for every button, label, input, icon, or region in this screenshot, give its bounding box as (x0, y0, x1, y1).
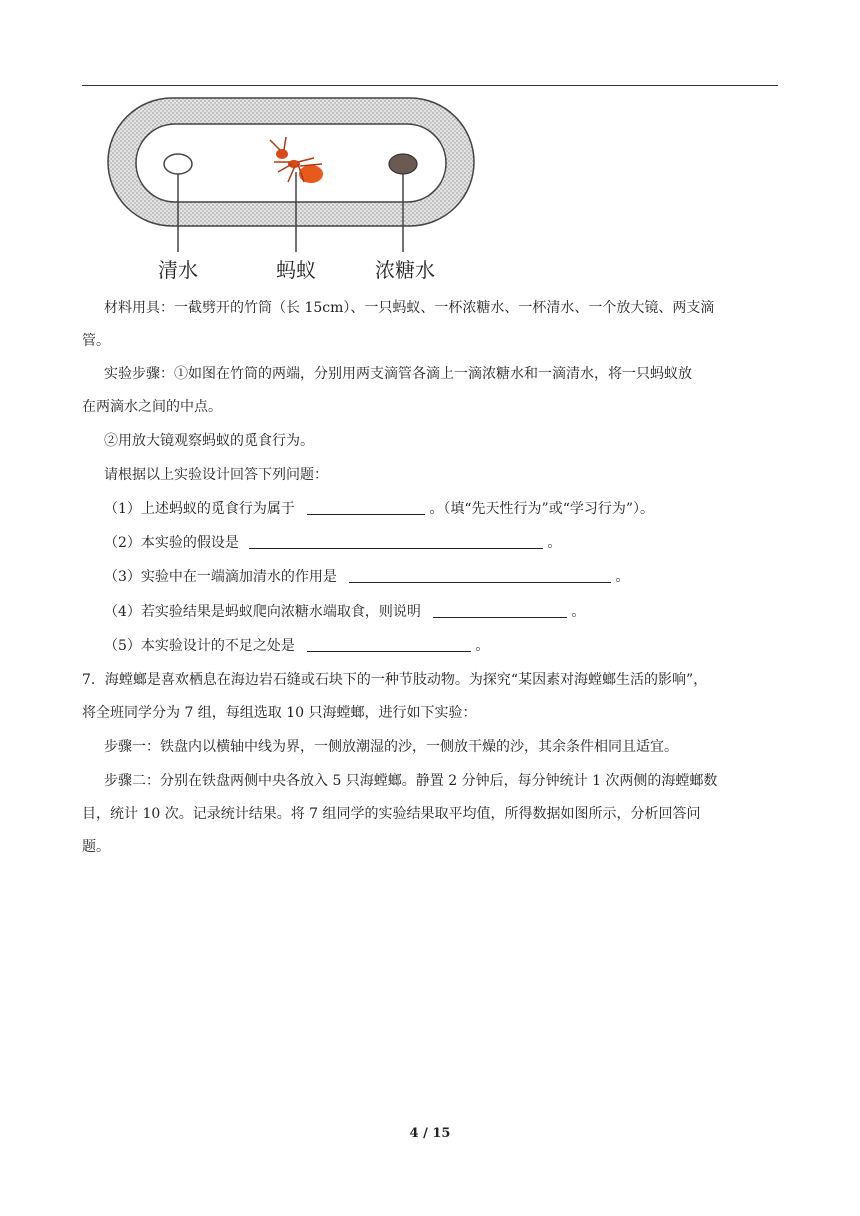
question-7-step-1: 步骤一：铁盘内以横轴中线为界，一侧放潮湿的沙，一侧放干燥的沙，其余条件相同且适宜。 (104, 739, 678, 755)
sub-question-3-text: （3）实验中在一端滴加清水的作用是 (104, 569, 337, 585)
page-number: 4 / 15 (409, 1126, 451, 1141)
sub-question-2 (104, 527, 561, 560)
materials-line-1: 材料用具：一截劈开的竹筒（长 15cm）、一只蚂蚁、一杯浓糖水、一杯清水、一个放大镜、两支滴 (104, 300, 715, 316)
question-7-step-2-line-1: 步骤二：分别在铁盘两侧中央各放入 5 只海螳螂。静置 2 分钟后，每分钟统计 1 次两侧的海螳螂数 (104, 773, 718, 789)
sub-question-1-text: （1）上述蚂蚁的觅食行为属于 (104, 501, 295, 517)
sub-question-5 (104, 630, 489, 663)
sugar-water-drop (389, 154, 417, 174)
answer-blank-5[interactable] (307, 635, 471, 652)
answer-blank-4[interactable] (433, 601, 567, 618)
sub-question-4-tail: 。 (571, 604, 586, 620)
sub-question-5-tail: 。 (475, 638, 490, 654)
steps-line-3: ②用放大镜观察蚂蚁的觅食行为。 (104, 433, 314, 449)
steps-line-2: 在两滴水之间的中点。 (82, 399, 222, 415)
header-rule (82, 85, 778, 86)
label-sugar-water: 浓糖水 (375, 258, 435, 282)
label-ant: 蚂蚁 (276, 258, 316, 282)
clear-water-drop (164, 154, 192, 174)
sub-question-4 (104, 596, 585, 629)
question-7-step-2-line-3: 题。 (82, 839, 110, 855)
materials-line-2: 管。 (82, 333, 110, 349)
sub-question-2-text: （2）本实验的假设是 (104, 535, 239, 551)
sub-question-1 (104, 493, 654, 526)
steps-line-1: 实验步骤：①如图在竹筒的两端，分别用两支滴管各滴上一滴浓糖水和一滴清水，将一只蚂蚁放 (104, 366, 692, 382)
sub-question-4-text: （4）若实验结果是蚂蚁爬向浓糖水端取食，则说明 (104, 604, 421, 620)
bamboo-tube-figure (100, 92, 480, 292)
question-7-line-1: 7．海螳螂是喜欢栖息在海边岩石缝或石块下的一种节肢动物。为探究“某因素对海螳螂生活的影响”， (82, 672, 708, 688)
question-7-line-2: 将全班同学分为 7 组，每组选取 10 只海螳螂，进行如下实验： (82, 705, 477, 721)
sub-question-5-text: （5）本实验设计的不足之处是 (104, 638, 295, 654)
sub-question-3 (104, 561, 629, 594)
label-clear-water: 清水 (158, 258, 198, 282)
answer-blank-1[interactable] (307, 498, 425, 515)
sub-question-2-tail: 。 (547, 535, 562, 551)
answer-blank-3[interactable] (349, 566, 611, 583)
question-7-step-2-line-2: 目，统计 10 次。记录统计结果。将 7 组同学的实验结果取平均值，所得数据如图所示，分析回答问 (82, 806, 701, 822)
sub-question-3-tail: 。 (615, 569, 630, 585)
answer-blank-2[interactable] (249, 532, 543, 549)
questions-prompt: 请根据以上实验设计回答下列问题： (104, 467, 328, 483)
sub-question-1-tail: 。（填“先天性行为”或“学习行为”）。 (429, 501, 655, 517)
